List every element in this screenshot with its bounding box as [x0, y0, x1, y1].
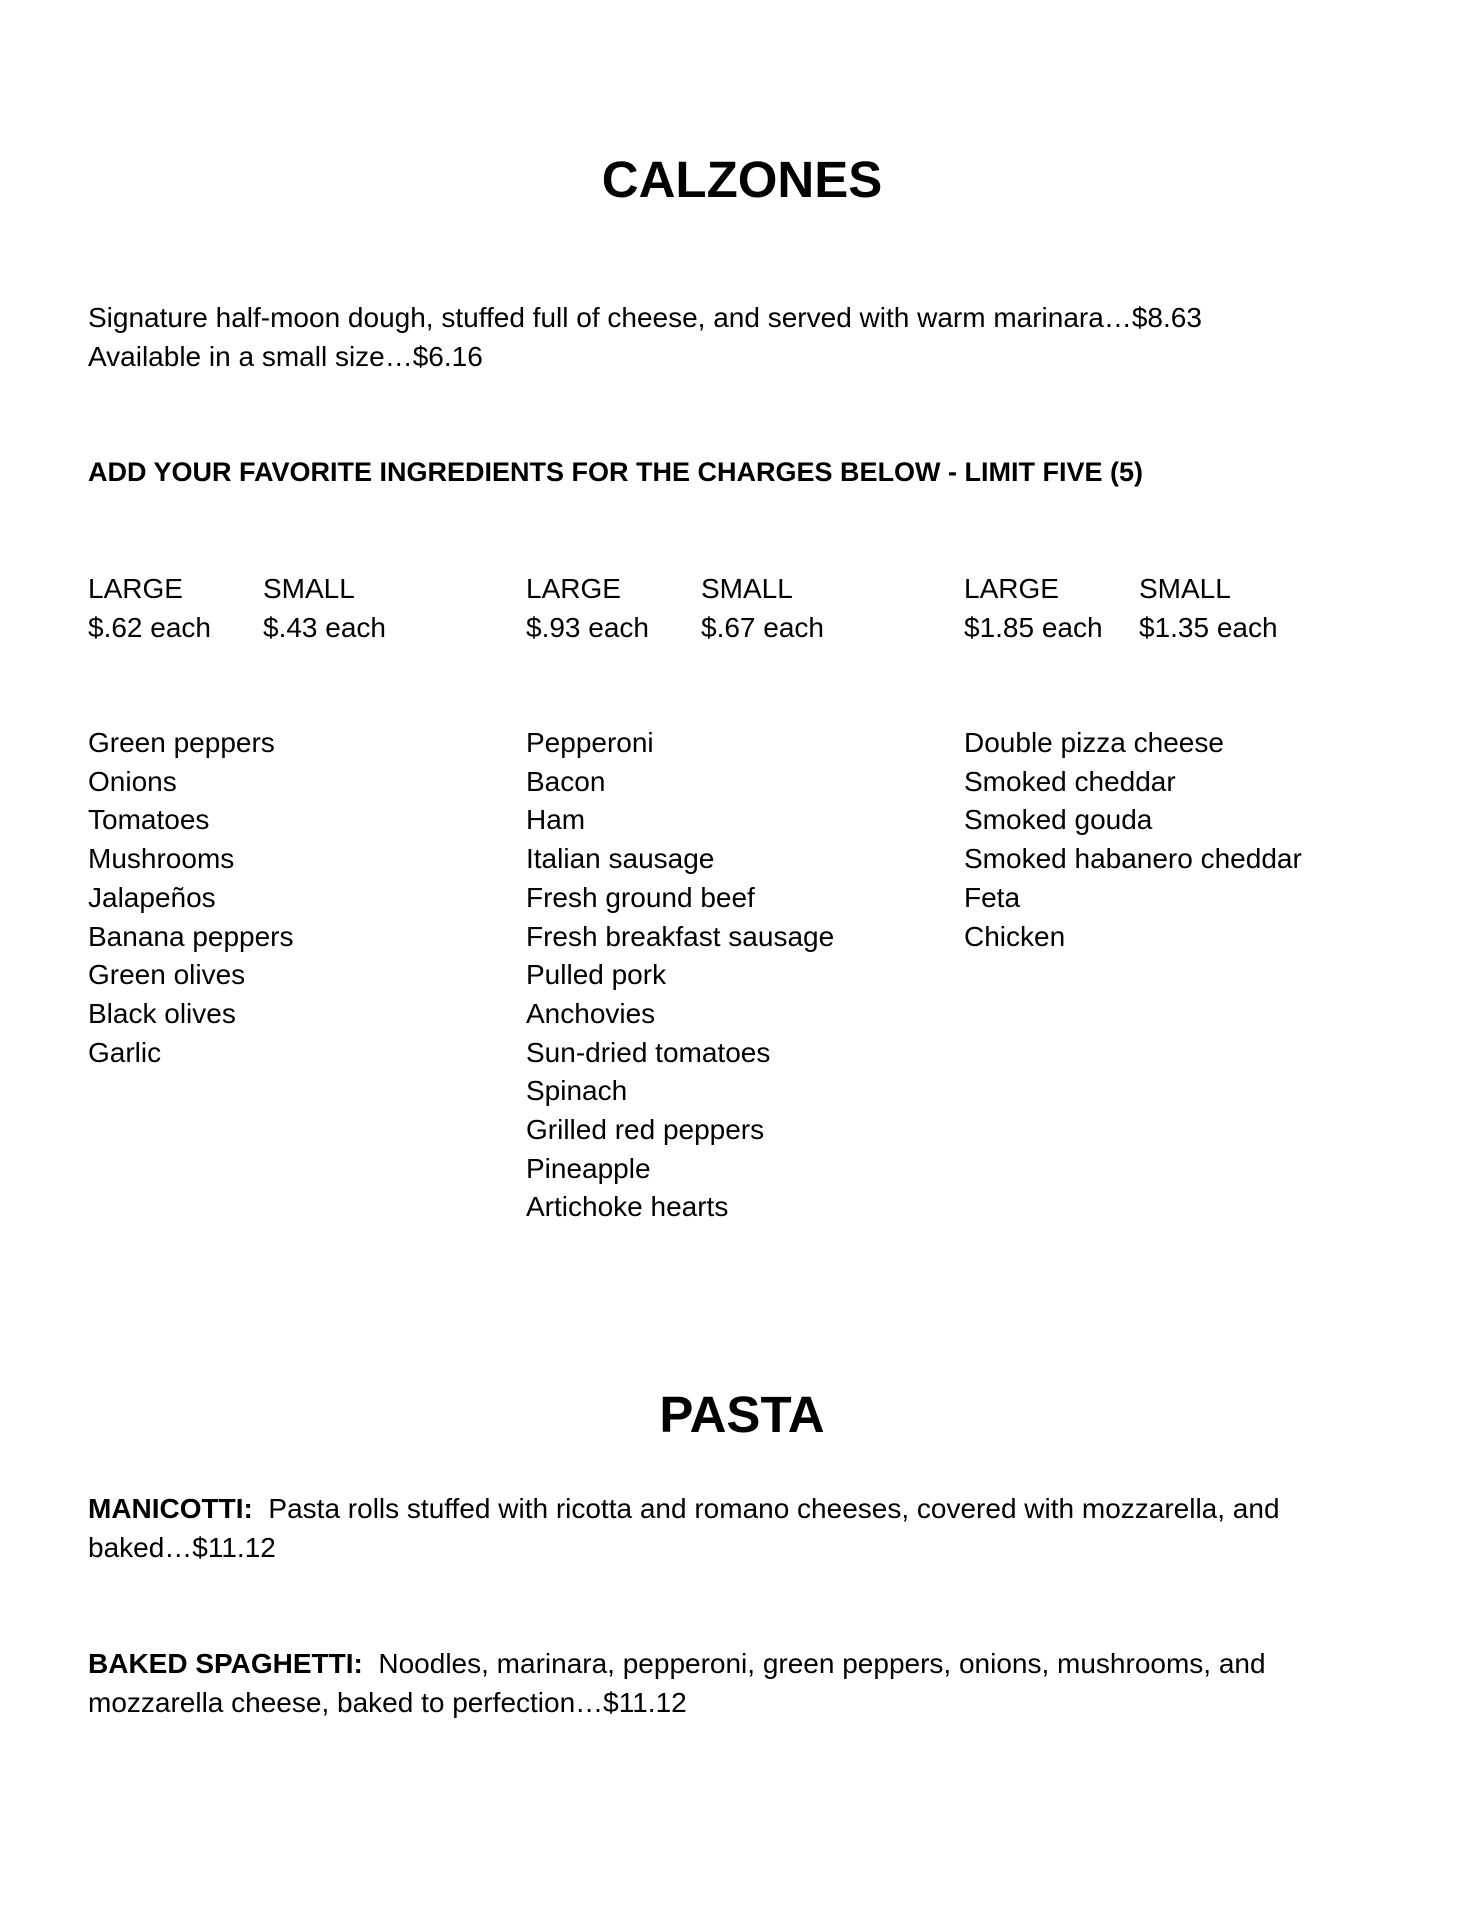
item-description: Pasta rolls stuffed with ricotta and romano cheeses, covered with mozzarella, and baked…$11.12 [88, 1493, 1280, 1563]
list-item: Smoked gouda [964, 804, 1153, 836]
list-item: Fresh breakfast sausage [526, 920, 835, 952]
small-price: $.67 each [701, 612, 824, 643]
baked-spaghetti-item [88, 1644, 1348, 1722]
list-item: Fresh ground beef [526, 881, 755, 913]
large-price: $1.85 each [964, 612, 1103, 643]
ingredient-list-3 [964, 724, 1302, 956]
list-item: Pepperoni [526, 727, 654, 758]
list-item: Feta [964, 881, 1021, 913]
item-name: MANICOTTI: [88, 1493, 253, 1524]
list-item: Chicken [964, 920, 1066, 952]
list-item: Banana peppers [88, 920, 294, 952]
ingredient-list-2 [526, 724, 834, 1227]
calzones-title: CALZONES [601, 151, 883, 208]
list-item: Bacon [526, 765, 606, 797]
small-label: SMALL [701, 573, 793, 604]
list-item: Garlic [88, 1036, 162, 1068]
list-item: Black olives [88, 997, 236, 1029]
list-item: Pulled pork [526, 959, 667, 991]
list-item: Italian sausage [526, 843, 715, 875]
list-item: Jalapeños [88, 881, 216, 913]
large-label: LARGE [964, 573, 1059, 604]
small-price: $1.35 each [1139, 612, 1278, 643]
list-item: Anchovies [526, 997, 656, 1029]
list-item: Spinach [526, 1075, 628, 1107]
list-item: Double pizza cheese [964, 727, 1224, 758]
list-item: Artichoke hearts [526, 1191, 729, 1223]
small-price: $.43 each [263, 612, 386, 643]
large-price: $.62 each [88, 612, 211, 643]
large-price: $.93 each [526, 612, 649, 643]
list-item: Green peppers [88, 727, 275, 758]
list-item: Mushrooms [88, 843, 235, 875]
list-item: Pineapple [526, 1152, 651, 1184]
list-item: Grilled red peppers [526, 1114, 765, 1146]
manicotti-item [88, 1489, 1348, 1567]
list-item: Tomatoes [88, 804, 210, 836]
ingredient-list-1 [88, 724, 294, 1072]
list-item: Onions [88, 765, 177, 797]
large-label: LARGE [526, 573, 621, 604]
calzone-description: Signature half-moon dough, stuffed full of cheese, and served with warm marinara…$8.63 [88, 302, 1202, 333]
pasta-title: PASTA [659, 1386, 825, 1443]
list-item: Ham [526, 804, 586, 836]
small-label: SMALL [1139, 573, 1231, 604]
list-item: Sun-dried tomatoes [526, 1036, 771, 1068]
item-name: BAKED SPAGHETTI: [88, 1648, 363, 1679]
add-ingredients-heading: ADD YOUR FAVORITE INGREDIENTS FOR THE CHARGES BELOW - LIMIT FIVE (5) [88, 457, 1144, 487]
list-item: Smoked habanero cheddar [964, 843, 1302, 875]
list-item: Smoked cheddar [964, 765, 1176, 797]
calzone-small-size: Available in a small size…$6.16 [88, 341, 483, 372]
large-label: LARGE [88, 573, 183, 604]
list-item: Green olives [88, 959, 246, 991]
small-label: SMALL [263, 573, 355, 604]
item-description: Noodles, marinara, pepperoni, green peppers, onions, mushrooms, and mozzarella cheese, baked to perfection…$11.12 [88, 1648, 1266, 1718]
